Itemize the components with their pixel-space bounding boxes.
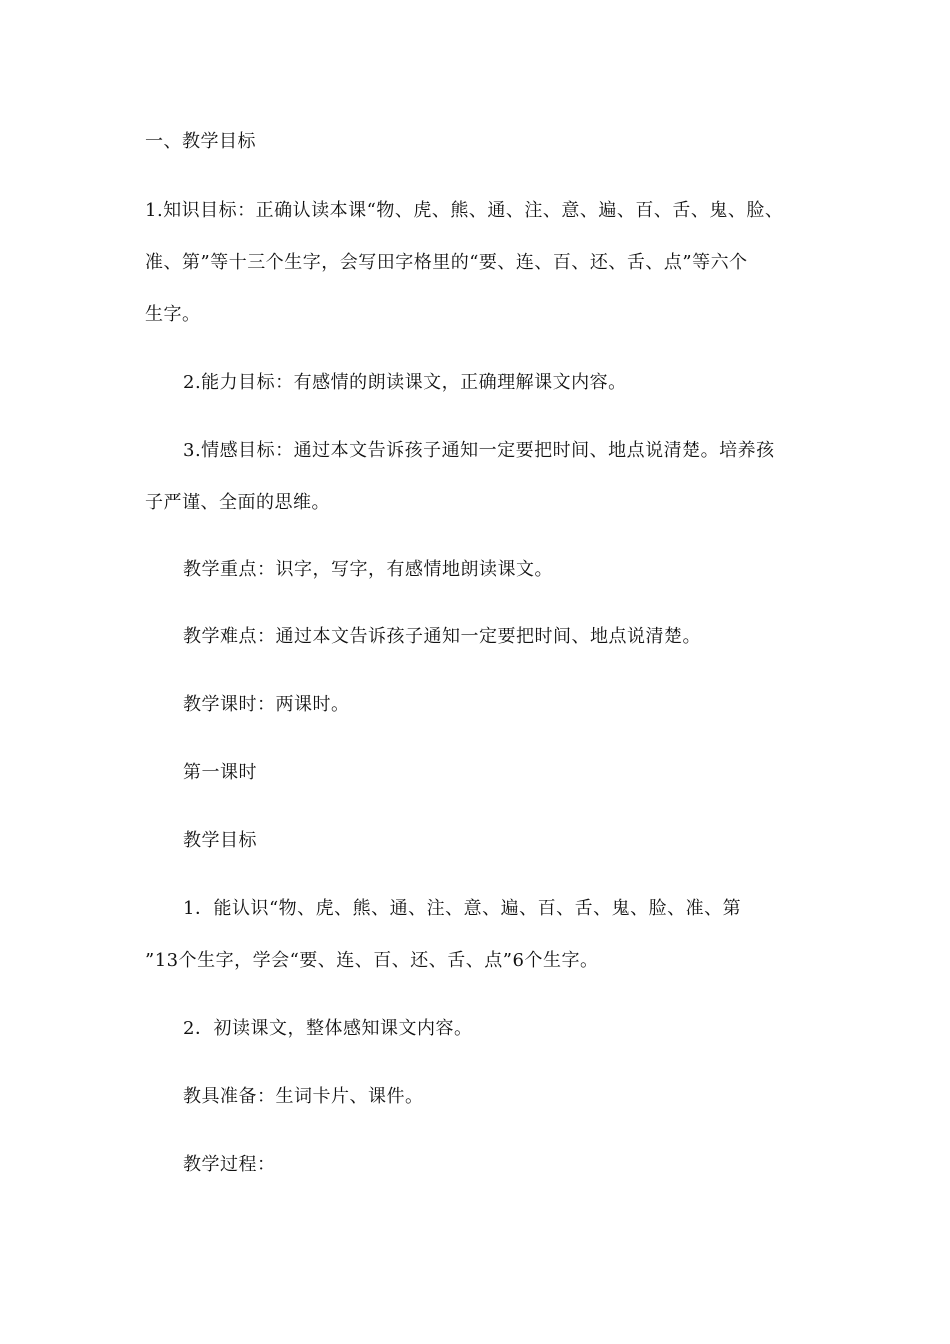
class-hours: 教学课时：两课时。 [183, 694, 350, 715]
lesson-goal2: 2．初读课文，整体感知课文内容。 [183, 1018, 473, 1039]
goal1-line3: 生字。 [145, 304, 201, 325]
teaching-aids: 教具准备：生词卡片、课件。 [183, 1086, 424, 1107]
teaching-process-heading: 教学过程： [183, 1154, 276, 1175]
goal3-line1: 3.情感目标：通过本文告诉孩子通知一定要把时间、地点说清楚。培养孩 [183, 440, 775, 461]
section-heading: 一、教学目标 [145, 131, 256, 152]
key-points: 教学重点：识字，写字，有感情地朗读课文。 [183, 559, 553, 580]
goal2-text: 2.能力目标：有感情的朗读课文，正确理解课文内容。 [183, 372, 627, 393]
goal1-line1: 1.知识目标：正确认读本课“物、虎、熊、通、注、意、遍、百、舌、鬼、脸、 [145, 200, 784, 221]
lesson-goal1-line2: ”13个生字，学会“要、连、百、还、舌、点”6个生字。 [145, 950, 599, 971]
first-lesson-heading: 第一课时 [183, 762, 257, 783]
lesson-goals-heading: 教学目标 [183, 830, 257, 851]
goal3-line2: 子严谨、全面的思维。 [145, 492, 330, 513]
difficult-points: 教学难点：通过本文告诉孩子通知一定要把时间、地点说清楚。 [183, 626, 701, 647]
lesson-goal1-line1: 1．能认识“物、虎、熊、通、注、意、遍、百、舌、鬼、脸、准、第 [183, 898, 742, 919]
goal1-line2: 准、第”等十三个生字，会写田字格里的“要、连、百、还、舌、点”等六个 [145, 252, 748, 273]
